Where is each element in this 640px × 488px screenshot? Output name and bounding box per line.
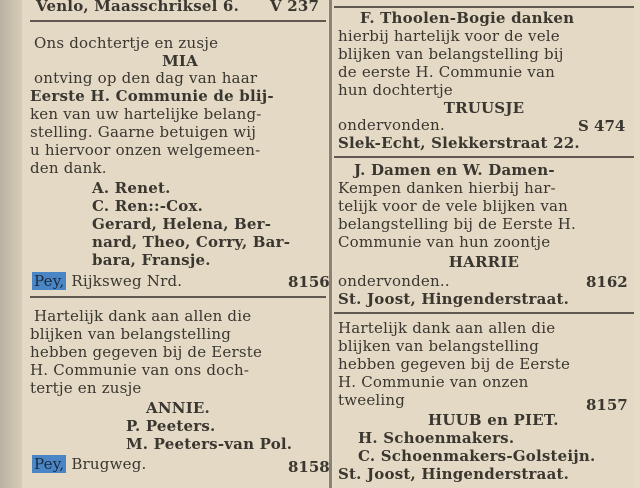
ad-number: 8162 [586, 273, 628, 291]
child-name: MIA [162, 52, 198, 70]
ad-line: telijk voor de vele blijken van [338, 197, 569, 215]
signer-name: C. Ren::-Cox. [92, 197, 204, 215]
ad-line: de eerste H. Communie van [338, 63, 555, 81]
ad-line: tertje en zusje [30, 379, 142, 397]
child-name: ANNIE. [146, 399, 210, 417]
signer-name: Gerard, Helena, Ber- [92, 215, 272, 233]
column-divider [329, 0, 332, 488]
ad-line: Hartelijk dank aan allen die [338, 319, 556, 337]
ad-separator [30, 20, 326, 22]
ad-line: hebben gegeven bij de Eerste [30, 343, 263, 361]
ad-line: blijken van belangstelling [30, 325, 232, 343]
ad-line: blijken van belangstelling bij [338, 45, 564, 63]
ad-line: ontving op den dag van haar [34, 69, 258, 87]
ad-line: J. Damen en W. Damen- [354, 161, 555, 179]
ad-line: hierbij hartelijk voor de vele [338, 27, 560, 45]
ad-line: Communie van hun zoontje [338, 233, 551, 251]
ad-separator [334, 156, 634, 158]
place-name: Brugweg. [71, 455, 147, 473]
ad-separator [334, 6, 634, 8]
place-line [32, 273, 182, 290]
place-name: Rijksweg Nrd. [71, 272, 183, 290]
ad-line: ken van uw hartelijke belang- [30, 105, 262, 123]
ad-line: hun dochtertje [338, 81, 453, 99]
header-code: V 237 [270, 0, 320, 15]
ad-line: stelling. Gaarne betuigen wij [30, 123, 257, 141]
signer-name: A. Renet. [92, 179, 171, 197]
ad-separator [334, 312, 634, 314]
status-text: ondervonden. [338, 116, 445, 134]
signer-name: M. Peeters-van Pol. [126, 435, 293, 453]
ad-number: 8156 [288, 273, 330, 291]
ad-line: Kempen danken hierbij har- [338, 179, 556, 197]
ad-line: u hiervoor onzen welgemeen- [30, 141, 261, 159]
ad-line: H. Communie van ons doch- [30, 361, 250, 379]
place-line [32, 456, 146, 473]
signer-name: P. Peeters. [126, 417, 216, 435]
address-line: St. Joost, Hingenderstraat. [338, 290, 570, 308]
address-line: St. Joost, Hingenderstraat. [338, 465, 570, 483]
ad-line: den dank. [30, 159, 107, 177]
child-name: TRUUSJE [443, 99, 525, 117]
child-name: HARRIE [448, 253, 520, 271]
page-margin [0, 0, 22, 488]
status-text: ondervonden.. [338, 272, 450, 290]
ad-separator [30, 296, 326, 298]
header-place: Venlo, Maasschriksel 6. [36, 0, 239, 15]
address-line: Slek-Echt, Slekkerstraat 22. [338, 134, 580, 152]
ad-number: 8157 [586, 396, 628, 414]
ad-line: Ons dochtertje en zusje [34, 34, 219, 52]
ad-line: Eerste H. Communie de blij- [30, 87, 274, 105]
signer-name: bara, Fransje. [92, 251, 211, 269]
place-highlight: Pey, [34, 272, 65, 290]
ad-line: blijken van belangstelling [338, 337, 540, 355]
signer-name: C. Schoenmakers-Golsteijn. [358, 447, 596, 465]
ad-line: belangstelling bij de Eerste H. [338, 215, 576, 233]
child-name: HUUB en PIET. [428, 411, 559, 429]
ad-code: S 474 [578, 117, 626, 135]
ad-line: H. Communie van onzen [338, 373, 529, 391]
ad-line: tweeling [338, 391, 406, 409]
ad-number: 8158 [288, 458, 330, 476]
signer-name: nard, Theo, Corry, Bar- [92, 233, 291, 251]
ad-line: hebben gegeven bij de Eerste [338, 355, 571, 373]
place-highlight: Pey, [34, 455, 65, 473]
signer-name: H. Schoenmakers. [358, 429, 515, 447]
ad-line: F. Thoolen-Bogie danken [360, 9, 575, 27]
ad-line: Hartelijk dank aan allen die [34, 307, 252, 325]
